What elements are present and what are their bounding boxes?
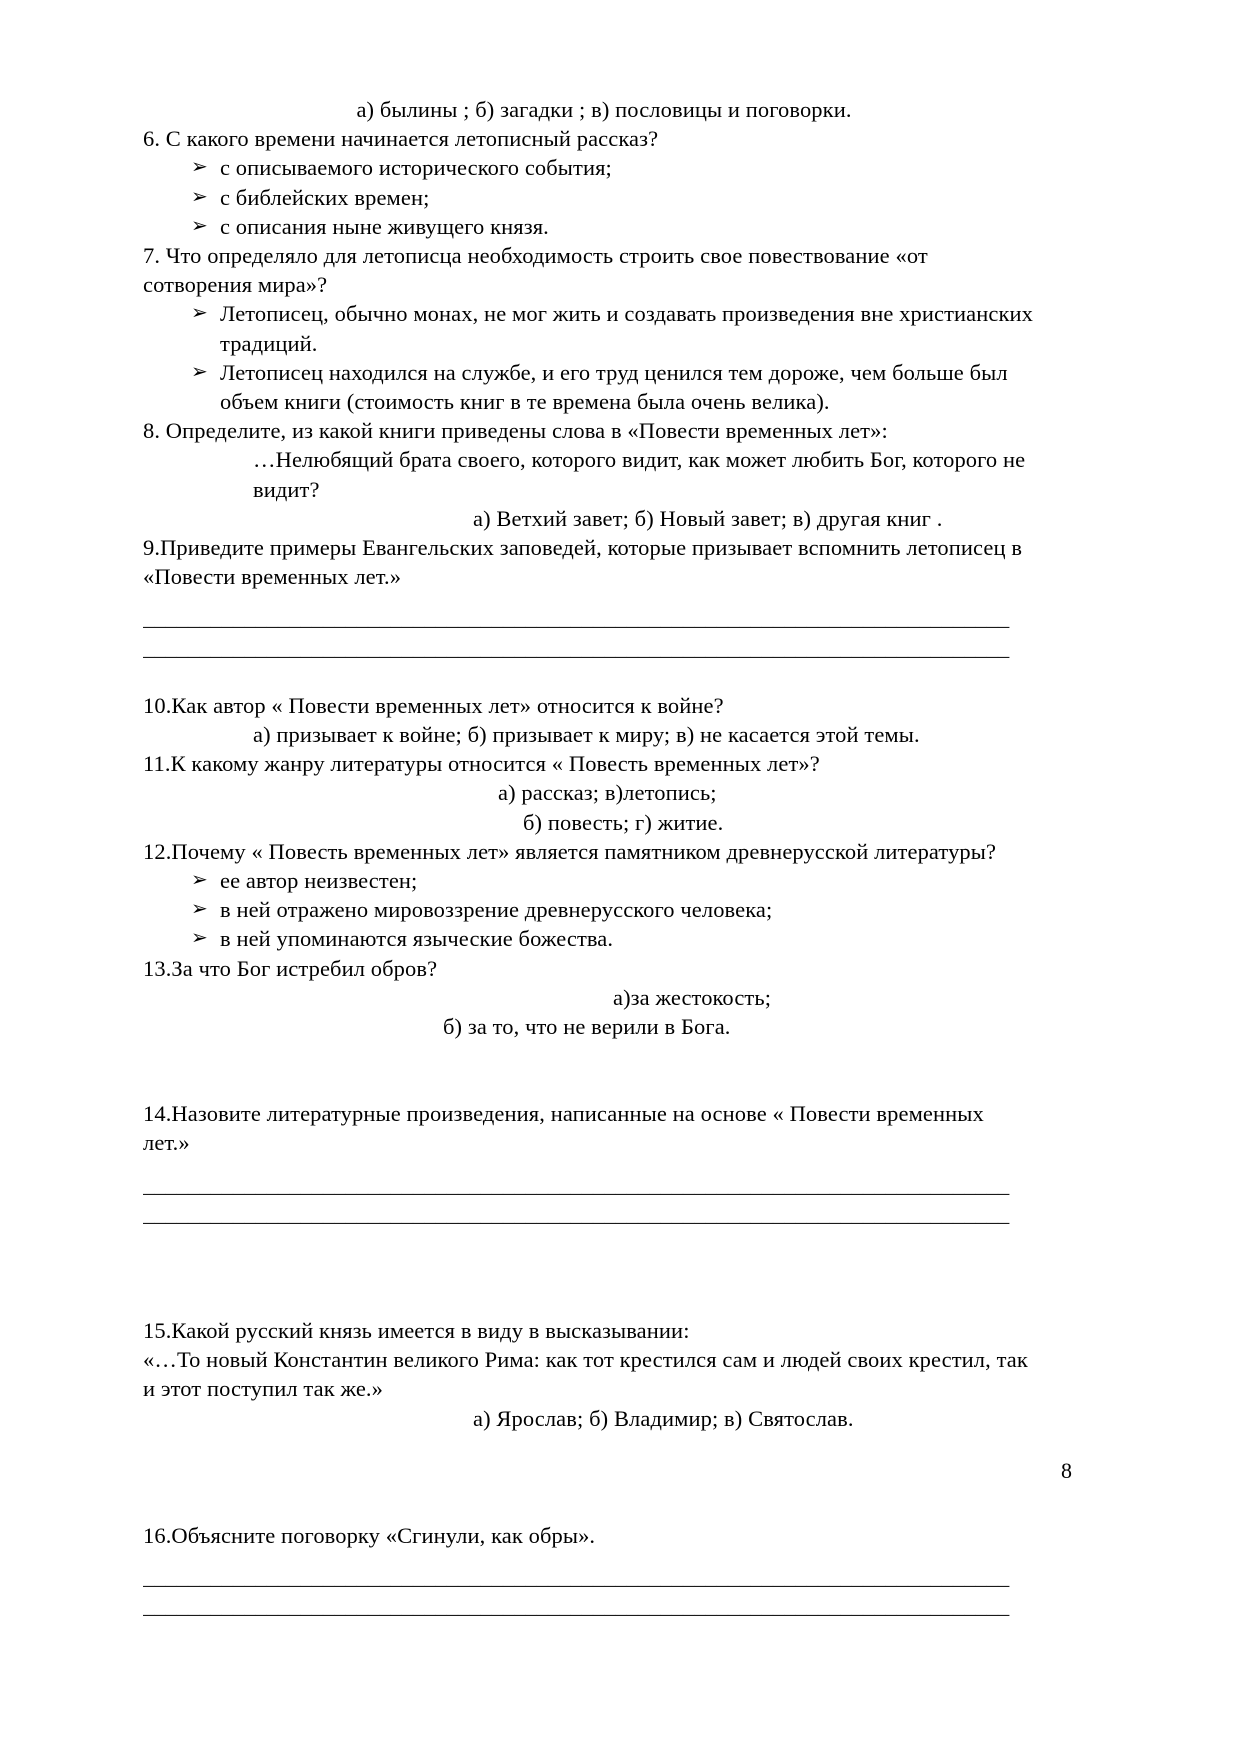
spacer xyxy=(143,662,1065,691)
list-item xyxy=(143,153,1065,182)
list-item-label: с описания ныне живущего князя. xyxy=(220,213,549,239)
document-body xyxy=(143,95,1065,1620)
question-7-bullets xyxy=(143,299,1065,416)
list-item-label: Летописец, обычно монах, не мог жить и создавать произведения вне христианских традиций. xyxy=(220,301,1033,356)
question-6-bullets xyxy=(143,153,1065,241)
question-15-options: а) Ярослав; б) Владимир; в) Святослав. xyxy=(473,1405,854,1431)
arrow-bullet-icon: ➢ xyxy=(191,360,208,383)
question-11: 11.К какому жанру литературы относится « Повесть временных лет»? xyxy=(143,751,820,777)
question-15: 15.Какой русский князь имеется в виду в высказывании: xyxy=(143,1318,690,1344)
list-item xyxy=(143,183,1065,212)
question-10: 10.Как автор « Повести временных лет» относится к войне? xyxy=(143,692,724,718)
spacer xyxy=(143,1433,1065,1521)
question-8: 8. Определите, из какой книги приведены слова в «Повести временных лет»: xyxy=(143,418,888,444)
list-item xyxy=(143,358,1065,416)
arrow-bullet-icon: ➢ xyxy=(191,185,208,208)
answer-options-q5: а) былины ; б) загадки ; в) пословицы и поговорки. xyxy=(356,97,852,122)
question-8-quote: …Нелюбящий брата своего, которого видит, как может любить Бог, которого не видит? xyxy=(253,447,1026,502)
question-9-line1: 9.Приведите примеры Евангельских заповедей, которые призывает вспомнить летописец в xyxy=(143,535,1023,561)
list-item xyxy=(143,866,1065,895)
question-12-bullets xyxy=(143,866,1065,954)
question-10-options: а) призывает к войне; б) призывает к миру; в) не касается этой темы. xyxy=(253,722,920,748)
question-14-line1: 14.Назовите литературные произведения, написанные на основе « Повести временных xyxy=(143,1101,984,1127)
answer-line[interactable]: _____________________________________________________________________________ xyxy=(143,1593,1010,1619)
question-13-options-line1: а)за жестокость; xyxy=(613,984,772,1010)
spacer xyxy=(143,1158,1065,1170)
answer-line[interactable]: _____________________________________________________________________________ xyxy=(143,1171,1010,1197)
answer-line[interactable]: _____________________________________________________________________________ xyxy=(143,1564,1010,1590)
answer-line[interactable]: _____________________________________________________________________________ xyxy=(143,1200,1010,1226)
question-11-options-line2: б) повесть; г) житие. xyxy=(523,809,724,835)
question-15-quote-line1: «…То новый Константин великого Рима: как тот крестился сам и людей своих крестил, так xyxy=(143,1347,1028,1373)
list-item-label: ее автор неизвестен; xyxy=(220,868,418,894)
answer-line[interactable]: _____________________________________________________________________________ xyxy=(143,634,1010,660)
question-15-quote-line2: и этот поступил так же.» xyxy=(143,1376,383,1402)
question-6: 6. С какого времени начинается летописный рассказ? xyxy=(143,126,659,152)
question-14-line2: лет.» xyxy=(143,1130,190,1156)
list-item xyxy=(143,212,1065,241)
question-11-options-line1: а) рассказ; в)летопись; xyxy=(498,780,717,806)
list-item-label: в ней отражено мировоззрение древнерусского человека; xyxy=(220,897,773,923)
list-item xyxy=(143,299,1065,357)
question-9-line2: «Повести временных лет.» xyxy=(143,564,402,590)
answer-line[interactable]: _____________________________________________________________________________ xyxy=(143,605,1010,631)
page-number: 8 xyxy=(1061,1458,1072,1483)
arrow-bullet-icon: ➢ xyxy=(191,214,208,237)
question-13: 13.За что Бог истребил обров? xyxy=(143,955,438,981)
spacer xyxy=(143,1550,1065,1562)
list-item-label: в ней упоминаются языческие божества. xyxy=(220,926,614,952)
question-8-options: а) Ветхий завет; б) Новый завет; в) другая книг . xyxy=(473,505,943,531)
arrow-bullet-icon: ➢ xyxy=(191,927,208,950)
question-13-options-line2: б) за то, что не верили в Бога. xyxy=(443,1014,731,1040)
list-item xyxy=(143,924,1065,953)
list-item xyxy=(143,895,1065,924)
arrow-bullet-icon: ➢ xyxy=(191,869,208,892)
spacer xyxy=(143,1228,1065,1316)
question-7-line1: 7. Что определяло для летописца необходимость строить свое повествование «от xyxy=(143,243,928,269)
list-item-label: Летописец находился на службе, и его труд ценился тем дороже, чем больше был объем книги (стоимость книг в те времена была очень велика). xyxy=(220,359,1008,415)
list-item-label: с описываемого исторического события; xyxy=(220,155,612,181)
spacer xyxy=(143,1041,1065,1099)
arrow-bullet-icon: ➢ xyxy=(191,898,208,921)
question-12: 12.Почему « Повесть временных лет» является памятником древнерусской литературы? xyxy=(143,838,997,864)
list-item-label: с библейских времен; xyxy=(220,184,430,210)
question-7-line2: сотворения мира»? xyxy=(143,272,328,298)
arrow-bullet-icon: ➢ xyxy=(191,302,208,325)
spacer xyxy=(143,591,1065,603)
arrow-bullet-icon: ➢ xyxy=(191,156,208,179)
question-16: 16.Объясните поговорку «Сгинули, как обры». xyxy=(143,1522,596,1548)
